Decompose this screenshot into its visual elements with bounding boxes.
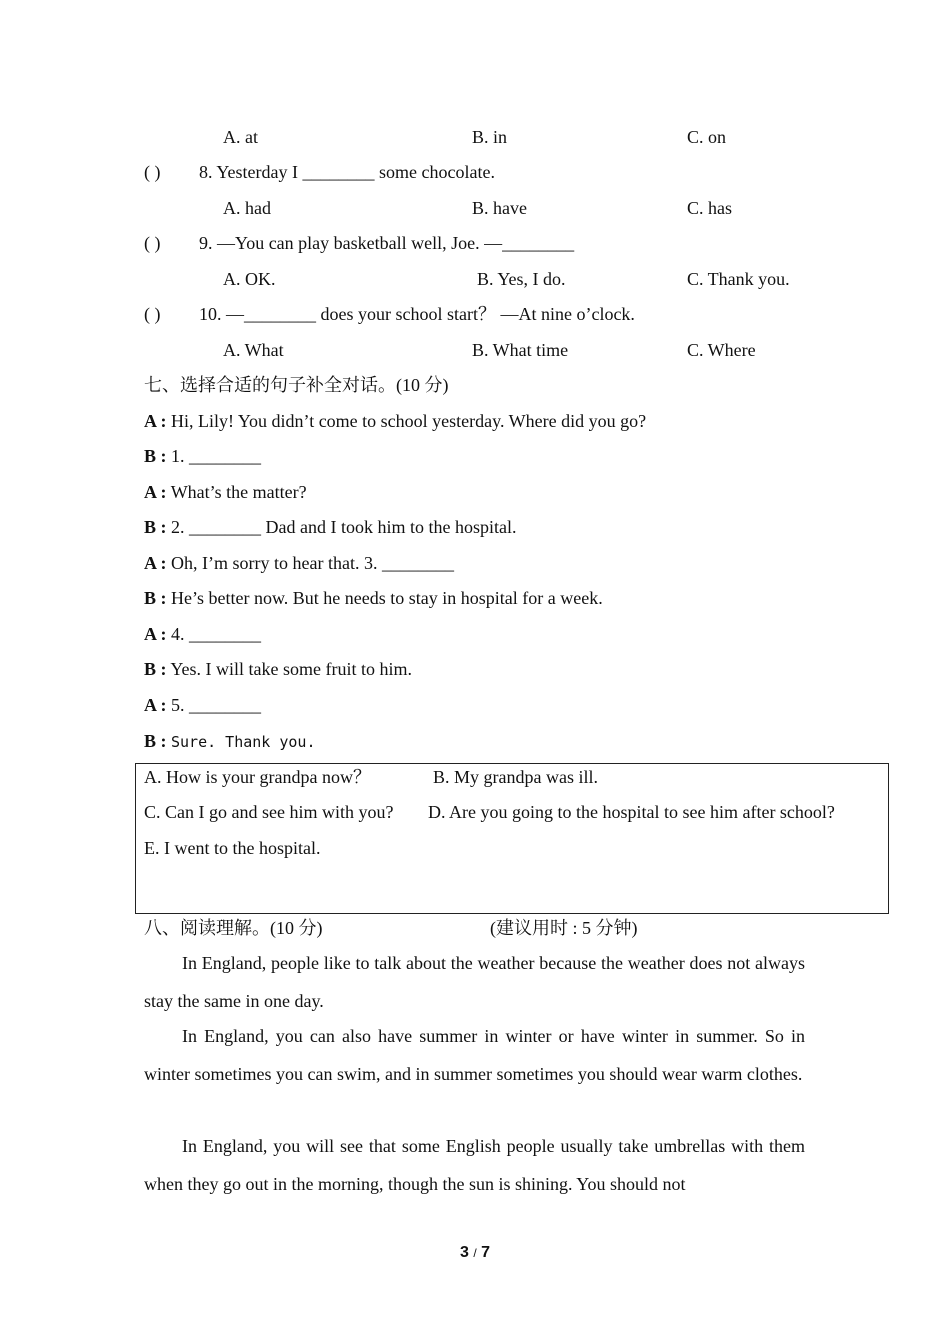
q9-option-b: B. Yes, I do.	[477, 269, 566, 289]
dialog-text: Hi, Lily! You didn’t come to school yesterday. Where did you go?	[171, 411, 647, 431]
dialog-speaker: A :	[144, 411, 167, 431]
dialog-line	[144, 481, 307, 503]
dialog-line	[144, 694, 261, 716]
q9-paren: ( )	[144, 233, 161, 253]
q10-option-c: C. Where	[687, 340, 756, 360]
dialog-text: 1. ________	[171, 446, 261, 466]
choice-e: E. I went to the hospital.	[144, 838, 321, 858]
dialog-line	[144, 410, 646, 432]
dialog-text: 2. ________ Dad and I took him to the hospital.	[171, 517, 517, 537]
q9-option-a: A. OK.	[223, 269, 276, 289]
dialog-text: What’s the matter?	[170, 482, 307, 502]
q8-option-c: C. has	[687, 198, 732, 218]
dialog-line	[144, 552, 454, 574]
section7-title: 七、选择合适的句子补全对话。(10 分)	[144, 375, 449, 395]
dialog-speaker: A :	[144, 695, 167, 715]
dialog-speaker: A :	[144, 482, 167, 502]
q8-option-b: B. have	[472, 198, 527, 218]
choice-d: D. Are you going to the hospital to see him after school?	[428, 802, 835, 822]
reading-paragraph-3: In England, you will see that some English people usually take umbrellas with them when they go out in the morning, though the sun is shining. You should not	[144, 1136, 805, 1194]
dialog-text: Sure. Thank you.	[171, 733, 316, 751]
q8-stem: 8. Yesterday I ________ some chocolate.	[199, 162, 495, 182]
q10-paren: ( )	[144, 304, 161, 324]
section8-time-note: (建议用时 : 5 分钟)	[490, 918, 638, 938]
dialog-line	[144, 623, 261, 645]
q10-option-b: B. What time	[472, 340, 569, 360]
dialog-text: He’s better now. But he needs to stay in hospital for a week.	[171, 588, 603, 608]
page-number	[0, 1242, 950, 1264]
q7-option-c: C. on	[687, 127, 727, 147]
q8-paren: ( )	[144, 162, 161, 182]
dialog-speaker: A :	[144, 624, 167, 644]
total-pages: 7	[481, 1244, 491, 1261]
q9-stem: 9. —You can play basketball well, Joe. —________	[199, 233, 575, 253]
choice-a: A. How is your grandpa now？	[144, 767, 371, 787]
dialog-text: 5. ________	[171, 695, 261, 715]
dialog-line	[144, 445, 261, 467]
q10-option-a: A. What	[223, 340, 284, 360]
dialog-line	[144, 587, 603, 609]
q7-option-b: B. in	[472, 127, 508, 147]
dialog-text: Yes. I will take some fruit to him.	[170, 659, 412, 679]
q10-stem: 10. —________ does your school start？ —At nine o’clock.	[199, 304, 635, 324]
dialog-line	[144, 516, 516, 538]
dialog-text: Oh, I’m sorry to hear that. 3. ________	[171, 553, 454, 573]
dialog-speaker: B :	[144, 659, 167, 679]
dialog-speaker: B :	[144, 731, 167, 751]
q7-option-a: A. at	[223, 127, 258, 147]
section8-title: 八、阅读理解。(10 分)	[144, 918, 323, 938]
reading-paragraph-1: In England, people like to talk about the weather because the weather does not always stay the same in one day.	[144, 953, 805, 1011]
current-page: 3	[459, 1244, 469, 1261]
dialog-speaker: A :	[144, 553, 167, 573]
dialog-speaker: B :	[144, 446, 167, 466]
dialog-text: 4. ________	[171, 624, 261, 644]
q8-option-a: A. had	[223, 198, 271, 218]
dialog-speaker: B :	[144, 517, 167, 537]
page-separator: /	[473, 1246, 477, 1260]
q9-option-c: C. Thank you.	[687, 269, 790, 289]
reading-paragraph-2: In England, you can also have summer in winter or have winter in summer. So in winter sometimes you can swim, and in summer sometimes you should wear warm clothes.	[144, 1026, 805, 1084]
dialog-speaker: B :	[144, 588, 167, 608]
dialog-line	[144, 730, 316, 753]
choice-c: C. Can I go and see him with you?	[144, 802, 394, 822]
dialog-line	[144, 658, 412, 680]
choice-b: B. My grandpa was ill.	[433, 767, 598, 787]
